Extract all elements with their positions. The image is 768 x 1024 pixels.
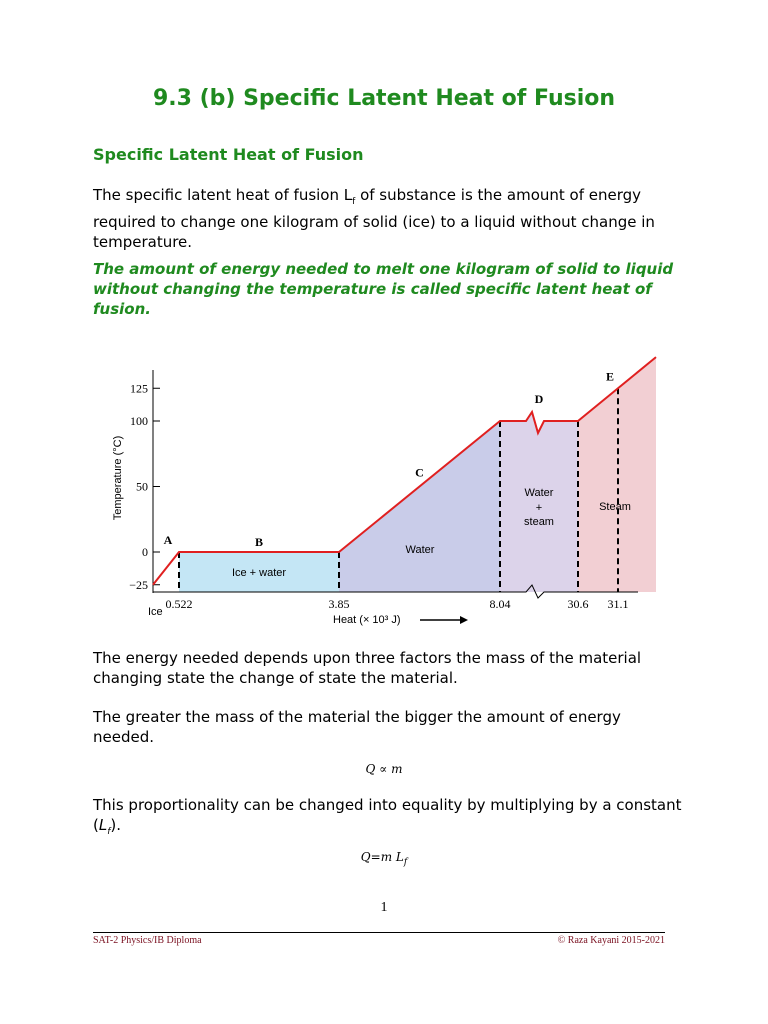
x-tick-label: 31.1 bbox=[607, 597, 629, 611]
definition-text-start: The specific latent heat of fusion L bbox=[93, 186, 353, 204]
x-axis-label: Heat (× 10³ J) bbox=[333, 614, 401, 626]
constant-text-end: ). bbox=[110, 816, 122, 834]
page-number: 1 bbox=[380, 900, 388, 915]
region-label: + bbox=[535, 502, 543, 514]
region-label: steam bbox=[524, 516, 554, 528]
equation-subscript: f bbox=[403, 857, 408, 868]
segment-letter: C bbox=[415, 465, 424, 480]
factors-paragraph: The energy needed depends upon three factors the mass of the material changing state the change of state the material. bbox=[93, 649, 642, 687]
constant-text-start: This proportionality can be changed into equality by multiplying by a constant ( bbox=[93, 796, 682, 834]
latent-heat-equation bbox=[0, 850, 768, 867]
region-label: Steam bbox=[599, 501, 631, 513]
segment-letter: E bbox=[605, 369, 615, 384]
y-axis-label: Temperature (°C) bbox=[112, 435, 124, 521]
segment-letter: D bbox=[534, 392, 544, 406]
definition-text-end: of substance is the amount of energy required to change one kilogram of solid (ice) to a liquid without change in temperature. bbox=[93, 186, 655, 251]
definition-paragraph bbox=[93, 185, 683, 252]
constant-symbol: L bbox=[98, 816, 108, 834]
y-tick-label: 50 bbox=[136, 479, 148, 494]
region-water bbox=[339, 421, 500, 592]
constant-subscript: f bbox=[107, 827, 111, 837]
y-tick-group bbox=[129, 381, 160, 592]
mass-paragraph: The greater the mass of the material the bigger the amount of energy needed. bbox=[93, 708, 621, 746]
y-tick-label: 0 bbox=[142, 545, 148, 559]
origin-label: Ice bbox=[148, 606, 163, 618]
equation-main: Q=m L bbox=[360, 850, 404, 864]
x-tick-group bbox=[166, 597, 629, 611]
x-tick-label: 0.522 bbox=[165, 597, 193, 611]
region-label: Ice + water bbox=[231, 567, 287, 579]
constant-paragraph bbox=[93, 795, 683, 842]
section-heading: Specific Latent Heat of Fusion bbox=[93, 145, 364, 164]
x-tick-label: 3.85 bbox=[328, 597, 350, 611]
definition-subscript: f bbox=[352, 197, 356, 207]
footer-course: SAT-2 Physics/IB Diploma bbox=[93, 935, 202, 946]
footer-copyright: © Raza Kayani 2015-2021 bbox=[557, 935, 665, 946]
y-tick-label: 125 bbox=[130, 381, 148, 396]
region-label: Water bbox=[524, 487, 554, 499]
heating-curve-chart bbox=[108, 330, 668, 630]
segment-letter: A bbox=[163, 533, 173, 547]
footer-divider bbox=[93, 932, 665, 933]
x-tick-label: 8.04 bbox=[489, 597, 511, 611]
region-label: Water bbox=[405, 544, 435, 556]
page-title: 9.3 (b) Specific Latent Heat of Fusion bbox=[152, 86, 616, 111]
proportionality-equation: Q ∝ m bbox=[365, 762, 403, 776]
highlight-definition: The amount of energy needed to melt one kilogram of solid to liquid without changing the temperature is called specific latent heat of fusion. bbox=[93, 260, 674, 318]
y-tick-label: −25 bbox=[129, 577, 148, 592]
y-tick-label: 100 bbox=[130, 414, 148, 428]
x-tick-label: 30.6 bbox=[567, 597, 589, 611]
segment-letter: B bbox=[254, 535, 264, 549]
x-axis-arrowhead bbox=[460, 616, 468, 624]
